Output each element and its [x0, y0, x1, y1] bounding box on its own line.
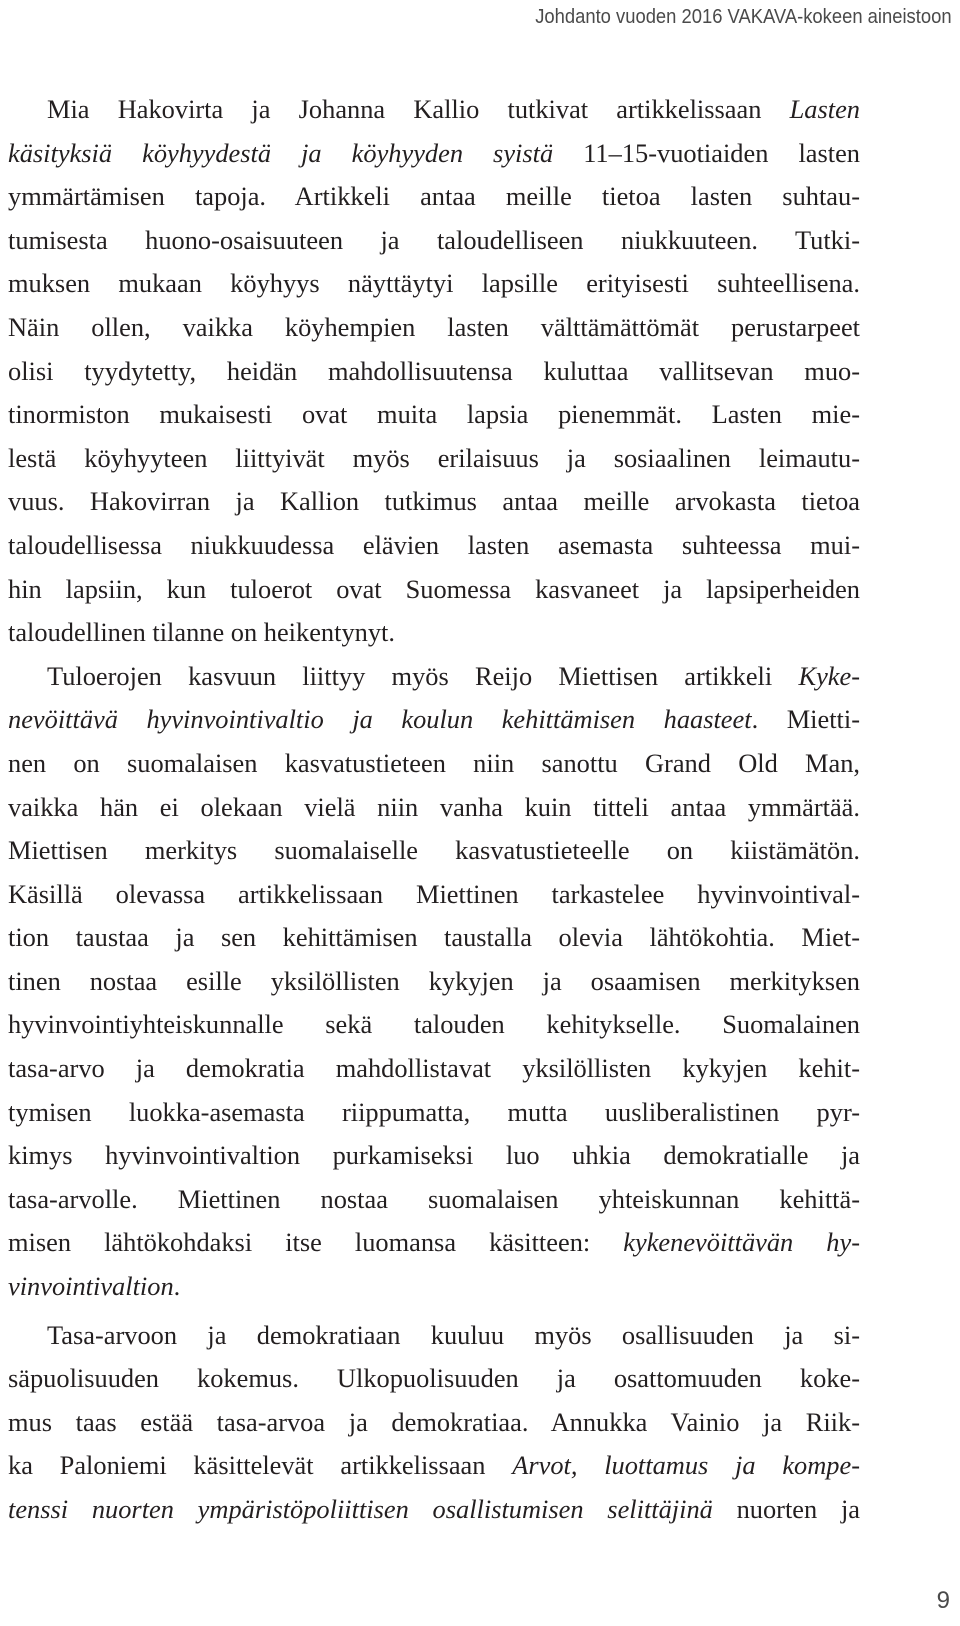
text-line: Näin ollen, vaikka köyhempien lasten välttämättömät perustarpeet	[8, 311, 860, 342]
text-line: Miettisen merkitys suomalaiselle kasvatustieteelle on kiistämätön.	[8, 835, 860, 866]
text-line: kimys hyvinvointivaltion purkamiseksi luo uhkia demokratialle ja	[8, 1140, 860, 1171]
text-line: tenssi nuorten ympäristöpoliittisen osallistumisen selittäjinä nuorten ja	[8, 1494, 860, 1524]
text-line: muksen mukaan köyhyys näyttäytyi lapsille erityisesti suhteellisena.	[8, 268, 860, 299]
text-line: tion taustaa ja sen kehittämisen taustalla olevia lähtökohtia. Miet-	[8, 922, 860, 953]
text-line: tinormiston mukaisesti ovat muita lapsia pienemmät. Lasten mie-	[8, 399, 860, 430]
text-line: säpuolisuuden kokemus. Ulkopuolisuuden ja osattomuuden koke-	[8, 1363, 860, 1394]
paragraph	[8, 655, 860, 1309]
text-line: mus taas estää tasa-arvoa ja demokratiaa. Annukka Vainio ja Riik-	[8, 1406, 860, 1437]
paragraph	[8, 1314, 860, 1532]
text-line: vinvointivaltion.	[8, 1271, 181, 1302]
text-line: tymisen luokka-asemasta riippumatta, mutta uusliberalistinen pyr-	[8, 1096, 860, 1127]
text-line: Käsillä olevassa artikkelissaan Miettinen tarkastelee hyvinvointival-	[8, 878, 860, 909]
text-line: Mia Hakovirta ja Johanna Kallio tutkivat artikkelissaan Lasten	[47, 94, 860, 124]
text-line: vuus. Hakovirran ja Kallion tutkimus antaa meille arvokasta tietoa	[8, 486, 860, 517]
text-line: tasa-arvolle. Miettinen nostaa suomalaisen yhteiskunnan kehittä-	[8, 1183, 860, 1214]
text-line: käsityksiä köyhyydestä ja köyhyyden syistä 11–15-vuotiaiden lasten	[8, 137, 860, 168]
text-line: nen on suomalaisen kasvatustieteen niin sanottu Grand Old Man,	[8, 747, 860, 778]
body-text	[8, 88, 860, 1532]
text-line: Tuloerojen kasvuun liittyy myös Reijo Miettisen artikkeli Kyke-	[47, 660, 860, 691]
text-line: tasa-arvo ja demokratia mahdollistavat yksilöllisten kykyjen kehit-	[8, 1053, 860, 1084]
text-line: hin lapsiin, kun tuloerot ovat Suomessa kasvaneet ja lapsiperheiden	[8, 573, 860, 604]
text-line: taloudellisessa niukkuudessa elävien lasten asemasta suhteessa mui-	[8, 529, 860, 560]
text-line: ymmärtämisen tapoja. Artikkeli antaa meille tietoa lasten suhtau-	[8, 181, 860, 212]
text-line: ka Paloniemi käsittelevät artikkelissaan Arvot, luottamus ja kompe-	[8, 1450, 861, 1481]
text-line: tinen nostaa esille yksilöllisten kykyjen ja osaamisen merkityksen	[8, 965, 860, 996]
text-line: nevöittävä hyvinvointivaltio ja koulun kehittämisen haasteet. Mietti-	[8, 704, 860, 735]
text-line: olisi tyydytetty, heidän mahdollisuutensa kuluttaa vallitsevan muo-	[8, 355, 860, 386]
text-line: misen lähtökohdaksi itse luomansa käsitteen: kykenevöittävän hy-	[8, 1227, 860, 1258]
text-line: Tasa-arvoon ja demokratiaan kuuluu myös osallisuuden ja si-	[47, 1319, 860, 1350]
running-header: Johdanto vuoden 2016 VAKAVA-kokeen aineistoon	[535, 6, 952, 28]
text-line: taloudellinen tilanne on heikentynyt.	[8, 617, 395, 648]
text-line: lestä köyhyyteen liittyivät myös erilaisuus ja sosiaalinen leimautu-	[8, 442, 860, 473]
page-number: 9	[936, 1587, 950, 1614]
text-line: vaikka hän ei olekaan vielä niin vanha kuin titteli antaa ymmärtää.	[8, 791, 860, 822]
text-line: hyvinvointiyhteiskunnalle sekä talouden kehitykselle. Suomalainen	[8, 1009, 860, 1040]
paragraph	[8, 88, 860, 655]
text-line: tumisesta huono-osaisuuteen ja taloudelliseen niukkuuteen. Tutki-	[8, 224, 860, 255]
